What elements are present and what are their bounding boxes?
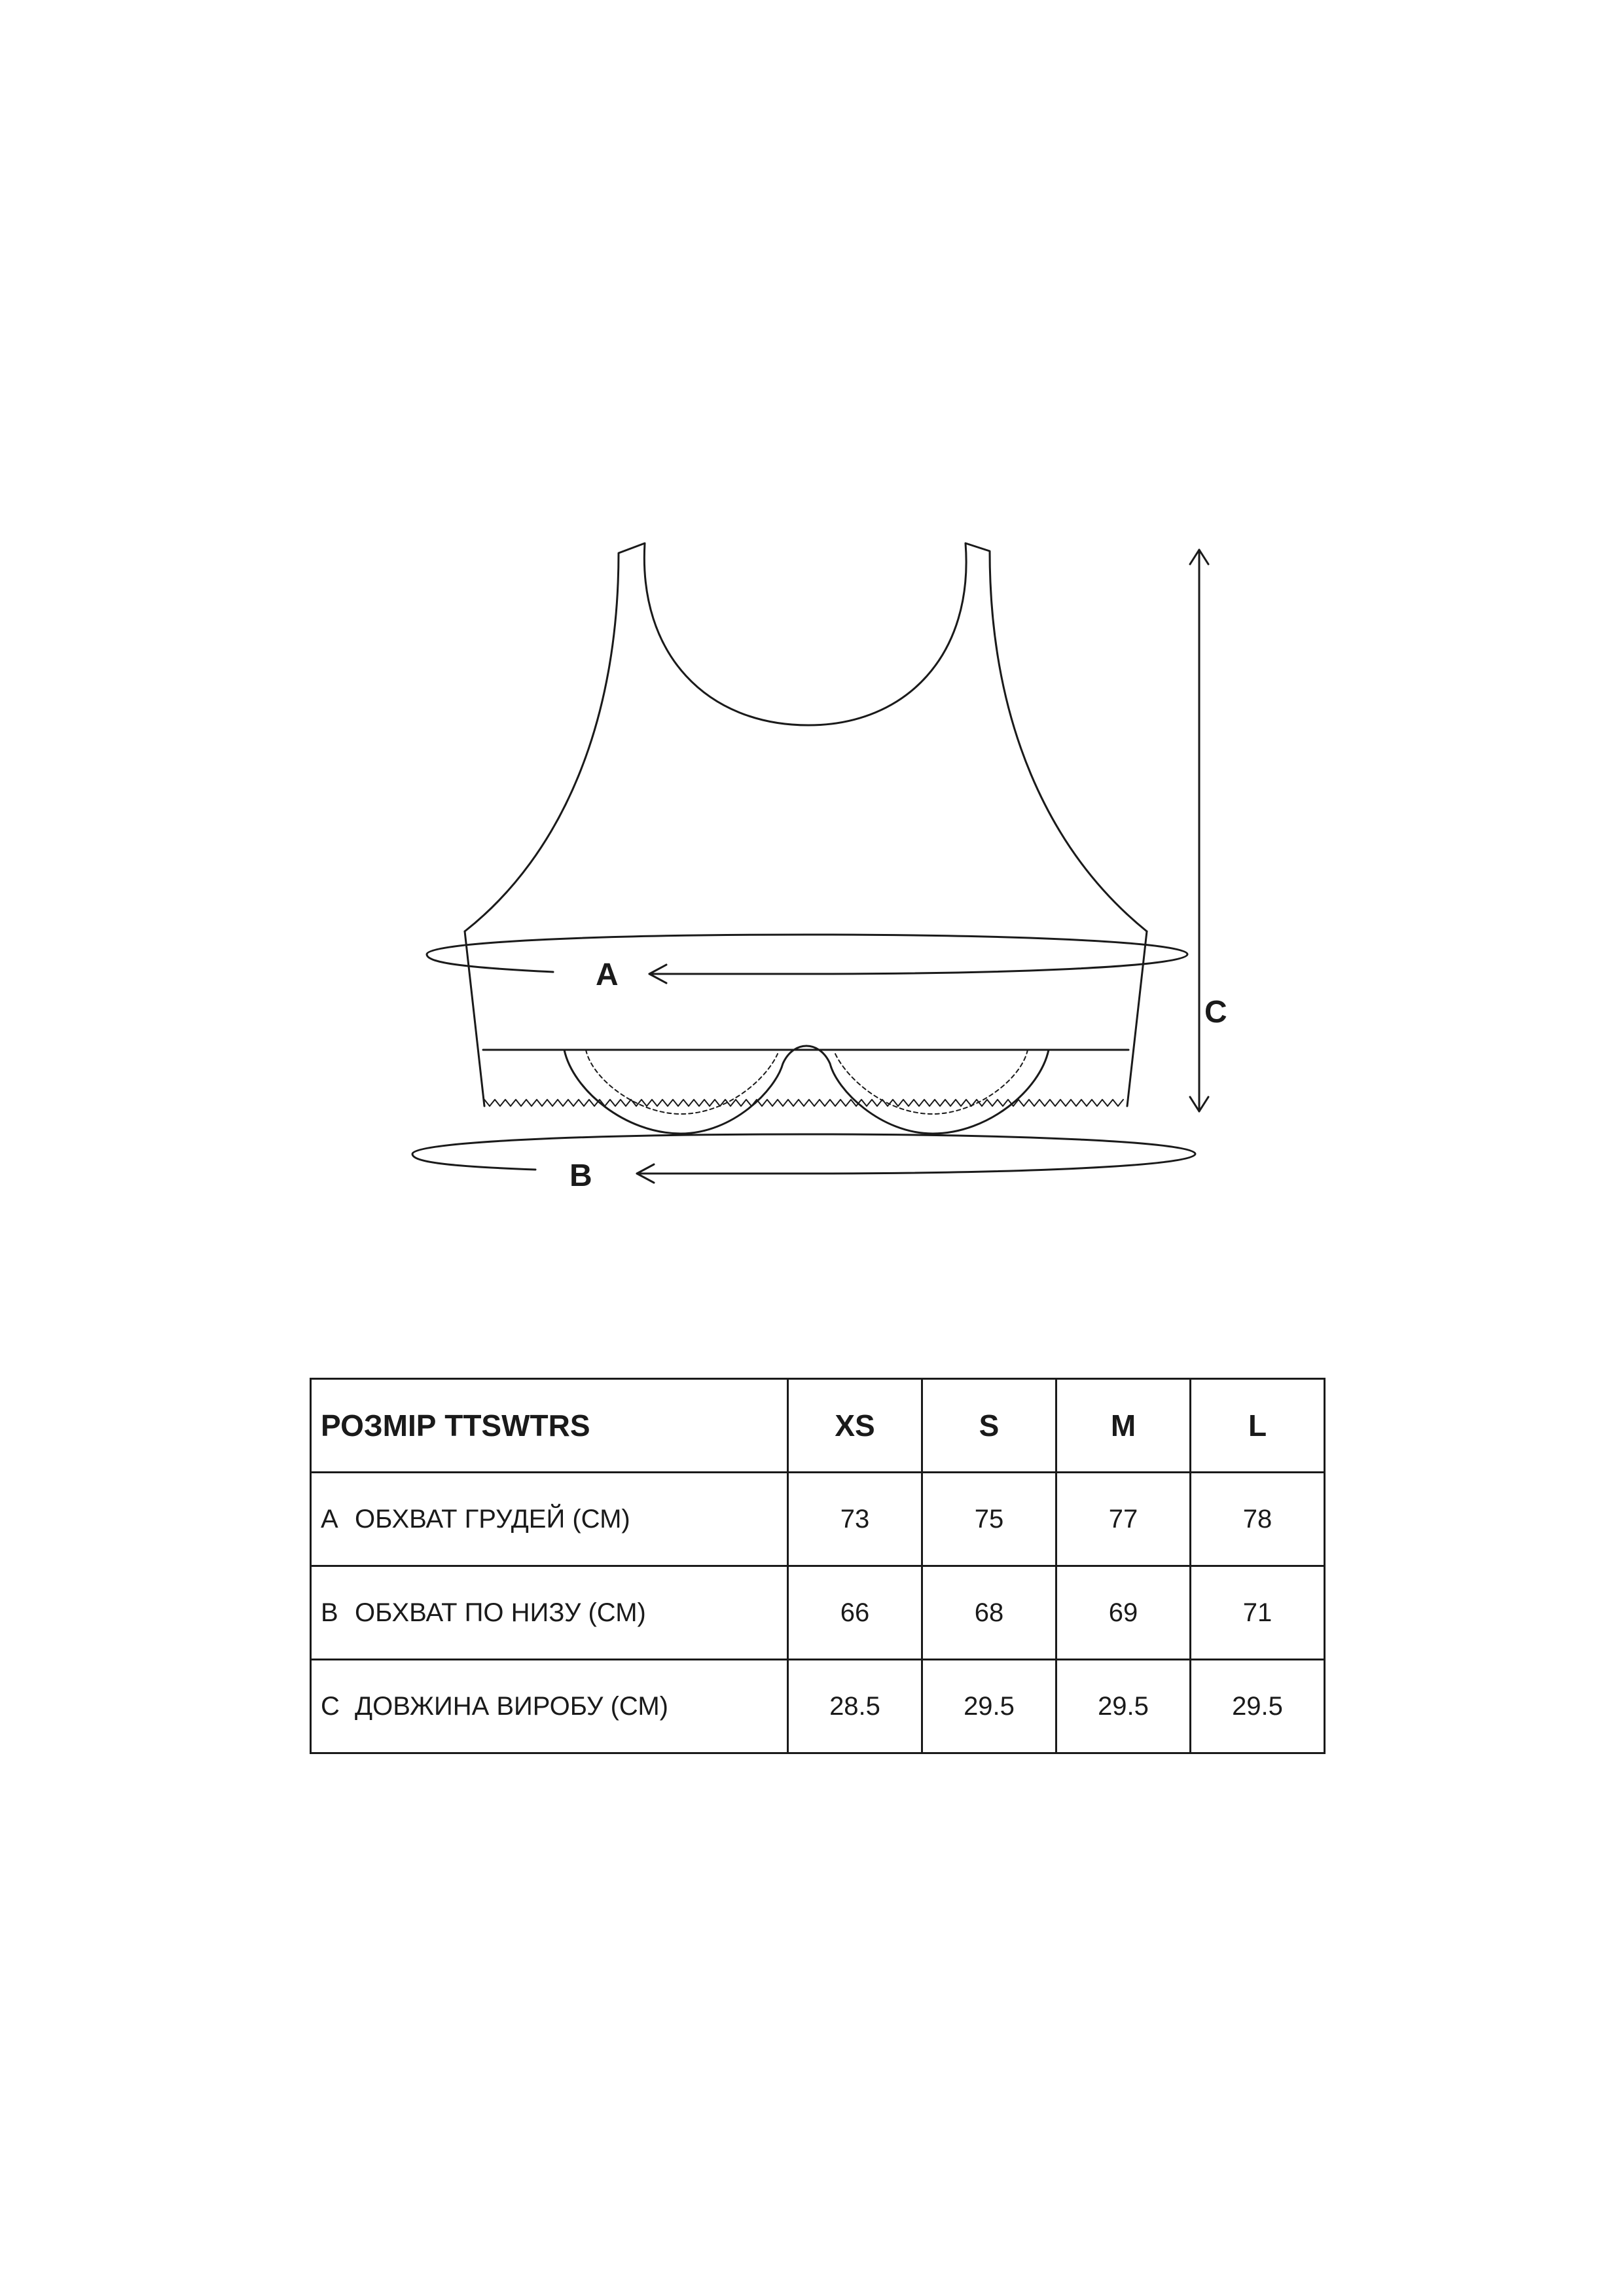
measure-c-label: C (1204, 995, 1227, 1030)
measure-b-ellipse (412, 1134, 1195, 1174)
left-cup-outer (564, 1046, 806, 1134)
top-outline (465, 543, 1147, 931)
size-table-header-row (311, 1379, 1325, 1473)
size-table (310, 1378, 1326, 1754)
row-name: ОБХВАТ ГРУДЕЙ (СМ) (355, 1504, 630, 1534)
table-cell: 29.5 (1191, 1660, 1325, 1753)
band-right-side (1127, 931, 1147, 1106)
measure-a-ellipse (427, 935, 1187, 974)
table-cell: 29.5 (922, 1660, 1056, 1753)
measure-b-label: B (569, 1158, 592, 1193)
table-cell: 69 (1056, 1566, 1191, 1660)
row-label-length (311, 1660, 788, 1753)
table-row-chest (311, 1473, 1325, 1566)
table-cell: 71 (1191, 1566, 1325, 1660)
row-letter: C (321, 1691, 340, 1721)
row-letter: B (321, 1598, 338, 1627)
table-cell: 73 (788, 1473, 922, 1566)
table-cell: 66 (788, 1566, 922, 1660)
table-cell: 68 (922, 1566, 1056, 1660)
table-row-length (311, 1660, 1325, 1753)
measure-a-label: A (596, 958, 619, 992)
size-header-l: L (1191, 1379, 1325, 1473)
row-label-chest (311, 1473, 788, 1566)
table-cell: 28.5 (788, 1660, 922, 1753)
row-name: ОБХВАТ ПО НИЗУ (СМ) (355, 1598, 646, 1627)
row-letter: A (321, 1504, 338, 1534)
table-cell: 77 (1056, 1473, 1191, 1566)
table-cell: 75 (922, 1473, 1056, 1566)
right-cup-outer (806, 1046, 1049, 1134)
size-table-title: РОЗМІР TTSWTRS (311, 1379, 788, 1473)
band-left-side (465, 931, 484, 1106)
row-label-underband (311, 1566, 788, 1660)
row-name: ДОВЖИНА ВИРОБУ (СМ) (355, 1691, 668, 1721)
table-cell: 78 (1191, 1473, 1325, 1566)
table-cell: 29.5 (1056, 1660, 1191, 1753)
size-header-s: S (922, 1379, 1056, 1473)
table-row-underband (311, 1566, 1325, 1660)
size-header-m: M (1056, 1379, 1191, 1473)
size-header-xs: XS (788, 1379, 922, 1473)
bottom-hem (484, 1100, 1123, 1106)
